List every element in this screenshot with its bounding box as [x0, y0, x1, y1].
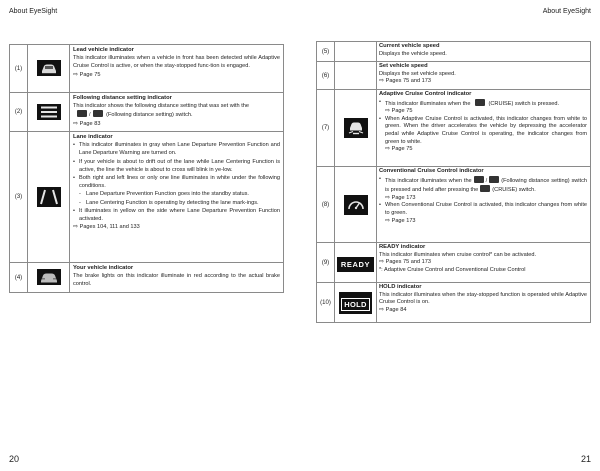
- table-row: (2) Following distance setting indicator This indicator shows the following distance setting that was set with the / (Following distance setting) switch. ⇨ Page 83: [10, 93, 284, 132]
- distance-switch-minus-icon: [474, 176, 484, 183]
- bullet-item-cont: (Following distance setting) switch is pressed and held after pressing the: [385, 177, 587, 194]
- row-number: (10): [317, 283, 335, 323]
- page-ref-arrow-icon: ⇨: [379, 259, 385, 266]
- indicator-title: Lane indicator: [73, 134, 113, 140]
- indicator-description: Displays the set vehicle speed.: [379, 70, 456, 77]
- row-number: (6): [317, 62, 335, 90]
- indicator-title: HOLD indicator: [379, 284, 422, 290]
- row-number: (4): [10, 263, 28, 293]
- table-row: [317, 243, 591, 283]
- indicator-description: This indicator illuminates when cruise control* can be activated.: [379, 251, 537, 258]
- hold-indicator-icon: [339, 292, 371, 314]
- hold-indicator-label: HOLD: [341, 298, 369, 311]
- lane-icon: [37, 187, 61, 207]
- page-reference[interactable]: Pages 75 and 173: [385, 78, 432, 85]
- page-ref-arrow-icon: ⇨: [385, 194, 391, 201]
- row-number: (2): [10, 93, 28, 132]
- page-number-right: 21: [580, 454, 591, 464]
- cruise-switch-icon: [480, 185, 490, 192]
- footnote: *: Adaptive Cruise Control and Conventional Cruise Control: [379, 266, 526, 273]
- adaptive-cruise-icon: [344, 118, 368, 138]
- table-row: [317, 42, 591, 62]
- page-ref-arrow-icon: ⇨: [385, 108, 391, 115]
- following-distance-icon: [37, 104, 61, 120]
- sub-bullet-item: - Lane Centering Function is operating by detecting the lane mark-ings.: [73, 199, 280, 207]
- row-number: (5): [317, 42, 335, 62]
- indicator-table-left: [9, 44, 284, 293]
- bullet-item-cont: (CRUISE) switch.: [492, 187, 536, 194]
- bullet-item: • If your vehicle is about to drift out of the lane while Lane Centering Function is active, the line the vehicle is about to cross will blink in ye-low.: [73, 158, 280, 174]
- indicator-title: Your vehicle indicator: [73, 265, 134, 271]
- indicator-title: Following distance setting indicator: [73, 95, 172, 101]
- page-reference[interactable]: Page 83: [79, 120, 101, 127]
- indicator-description: This indicator shows the following distance setting that was set with the: [73, 103, 249, 110]
- bullet-item-cont: (CRUISE) switch is pressed.: [488, 100, 560, 107]
- table-row: [10, 45, 284, 93]
- indicator-description: The brake lights on this indicator illuminate in red according to the actual brake control.: [73, 273, 280, 288]
- bullet-item: • When Conventional Cruise Control is activated, this indicator changes from white to green.: [379, 202, 587, 217]
- indicator-title: Adaptive Cruise Control indicator: [379, 91, 472, 97]
- sub-bullet-item: - Lane Departure Prevention Function goes into the standby status.: [73, 190, 280, 198]
- lead-vehicle-icon: [37, 60, 61, 76]
- distance-switch-plus-icon: [93, 110, 103, 117]
- table-row: [317, 90, 591, 167]
- page-ref-arrow-icon: ⇨: [379, 78, 385, 85]
- page-ref-arrow-icon: ⇨: [73, 120, 79, 127]
- table-row: [10, 263, 284, 293]
- bullet-item: This indicator illuminates when the: [385, 177, 472, 184]
- bullet-item: • It illuminates in yellow on the side where Lane Departure Prevention Function activated.: [73, 207, 280, 223]
- indicator-title: Lead vehicle indicator: [73, 47, 134, 53]
- page-reference[interactable]: Page 173: [391, 194, 416, 201]
- page-ref-arrow-icon: ⇨: [73, 71, 79, 78]
- page-ref-arrow-icon: ⇨: [73, 224, 79, 231]
- page-reference[interactable]: Page 75: [79, 71, 101, 78]
- page-reference[interactable]: Pages 104, 111 and 133: [79, 224, 140, 231]
- distance-switch-minus-icon: [77, 110, 87, 117]
- distance-switch-plus-icon: [489, 176, 499, 183]
- bullet-item: • This indicator illuminates in gray when Lane Departure Prevention Function and Lane Departure Warning are turned on.: [73, 141, 280, 157]
- row-number: (3): [10, 132, 28, 263]
- indicator-title: Set vehicle speed: [379, 63, 428, 69]
- indicator-title: Conventional Cruise Control indicator: [379, 168, 484, 174]
- row-number: (7): [317, 90, 335, 167]
- running-header-left: About EyeSight: [9, 8, 58, 15]
- indicator-description: This indicator illuminates when a vehicle in front has been detected while Adaptive Cruise Control is active, or when the stay-stopped func-tion is engaged.: [73, 55, 280, 70]
- bullet-item: • Both right and left lines or only one line illuminates in white under the following conditions.: [73, 174, 280, 190]
- running-header-right: About EyeSight: [542, 8, 591, 15]
- page-ref-arrow-icon: ⇨: [385, 146, 391, 153]
- conventional-cruise-icon: [344, 195, 368, 215]
- indicator-description-cont: (Following distance setting) switch.: [106, 112, 193, 119]
- page-number-left: 20: [9, 454, 20, 464]
- page-reference[interactable]: Page 173: [391, 217, 416, 224]
- page-reference[interactable]: Page 75: [391, 146, 413, 153]
- row-number: (1): [10, 45, 28, 93]
- page-reference[interactable]: Pages 75 and 173: [385, 259, 432, 266]
- bullet-item: • When Adaptive Cruise Control is activated, this indicator changes from white to green. When the driver accelerates the vehicle by depressing the accelerator pedal while Adaptive Cruise Control is operating, the indicator changes from green to white.: [379, 116, 587, 146]
- bullet-item: This indicator illuminates when the: [385, 100, 471, 107]
- indicator-title: READY indicator: [379, 244, 426, 250]
- page-reference[interactable]: Page 84: [385, 306, 407, 313]
- row-number: (9): [317, 243, 335, 283]
- table-row: [317, 283, 591, 323]
- row-number: (8): [317, 167, 335, 243]
- indicator-table-right: [316, 41, 591, 323]
- page-reference[interactable]: Page 75: [391, 108, 413, 115]
- page-ref-arrow-icon: ⇨: [379, 306, 385, 313]
- indicator-description: Displays the vehicle speed.: [379, 50, 447, 57]
- cruise-switch-icon: [475, 99, 485, 106]
- table-row: [317, 62, 591, 90]
- indicator-description: This indicator illuminates when the stay-stopped function is operated while Adaptive Cruise Control is on.: [379, 291, 587, 306]
- indicator-title: Current vehicle speed: [379, 43, 440, 49]
- table-row: (8) Conventional Cruise Control indicator • This indicator illuminates when the / (Following distance setting) switch is pressed and held after pressing the (CRUISE) switch. ⇨ Page 173 • When Conventional Cruise Control is activated, this indicator changes from white to green. ⇨ Page 173: [317, 167, 591, 243]
- your-vehicle-icon: [37, 269, 61, 285]
- ready-indicator-icon: READY: [337, 257, 374, 272]
- table-row: [10, 132, 284, 263]
- page-ref-arrow-icon: ⇨: [385, 217, 391, 224]
